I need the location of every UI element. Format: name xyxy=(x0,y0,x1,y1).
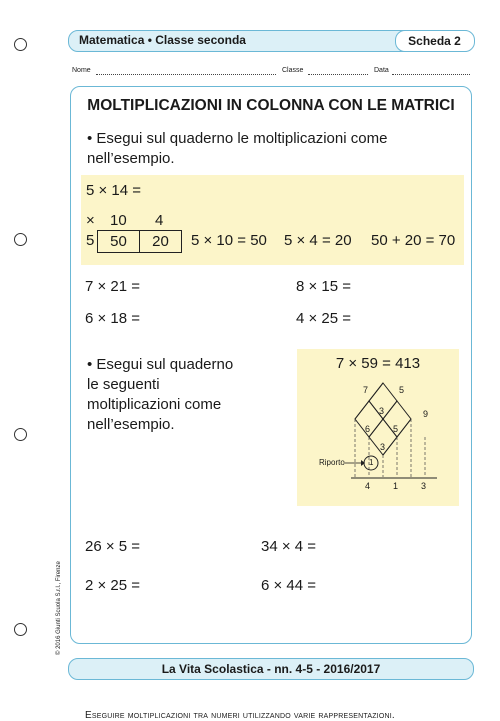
result-digit: 1 xyxy=(393,481,399,491)
header-bar xyxy=(68,30,474,52)
example-box xyxy=(81,175,464,265)
class-line[interactable] xyxy=(308,74,368,75)
class-label: Classe xyxy=(282,67,304,74)
instruction-2 xyxy=(87,355,233,435)
copyright-text: © 2016 Giunti Scuola S.r.l., Firenze xyxy=(56,561,62,655)
lattice-cell-value: 3 xyxy=(380,442,386,452)
exercise: 2 × 25 = xyxy=(85,577,141,594)
subject-label: Matematica • Classe seconda xyxy=(79,33,246,47)
name-line[interactable] xyxy=(96,74,276,75)
lattice-digit-top: 7 xyxy=(363,385,369,395)
binder-hole xyxy=(14,623,27,636)
example-step: 5 × 10 = 50 xyxy=(191,232,267,249)
instruction-line: moltiplicazioni come xyxy=(87,396,222,413)
example-step: 50 + 20 = 70 xyxy=(371,232,456,249)
page-title: MOLTIPLICAZIONI IN COLONNA CON LE MATRICI xyxy=(87,97,455,114)
exercise: 4 × 25 = xyxy=(296,310,352,327)
exercise: 8 × 15 = xyxy=(296,278,352,295)
instruction-line: • Esegui sul quaderno xyxy=(87,356,234,373)
learning-objective: Eseguire moltiplicazioni tra numeri utilizzando varie rappresentazioni. xyxy=(85,710,395,721)
lattice-box xyxy=(297,349,459,506)
binder-hole xyxy=(14,38,27,51)
carry-label: Riporto xyxy=(319,458,345,467)
footer-bar: La Vita Scolastica - nn. 4-5 - 2016/2017 xyxy=(68,658,474,680)
exercise: 6 × 44 = xyxy=(261,577,317,594)
instruction-1 xyxy=(87,129,387,169)
instruction-line: le seguenti xyxy=(87,376,160,393)
example-step: 5 × 4 = 20 xyxy=(284,232,352,249)
result-digit: 3 xyxy=(421,481,427,491)
binder-hole xyxy=(14,233,27,246)
lattice-title: 7 × 59 = 413 xyxy=(335,355,421,372)
date-label: Data xyxy=(374,67,389,74)
sheet-label: Scheda 2 xyxy=(395,30,475,52)
exercise: 6 × 18 = xyxy=(85,310,141,327)
lattice-cell-value: 5 xyxy=(393,424,399,434)
exercise: 34 × 4 = xyxy=(261,538,317,555)
example-problem: 5 × 14 = xyxy=(86,182,142,199)
instruction-line: nell’esempio. xyxy=(87,150,175,167)
date-line[interactable] xyxy=(392,74,470,75)
instruction-line: nell’esempio. xyxy=(87,416,175,433)
matrix-left-5: 5 xyxy=(86,232,95,249)
lattice-digit-top: 5 xyxy=(399,385,405,395)
matrix-cell: 50 xyxy=(97,230,140,253)
matrix-top-4: 4 xyxy=(155,212,164,229)
matrix-grid xyxy=(97,230,183,253)
matrix-cell: 20 xyxy=(139,230,182,253)
matrix-top-10: 10 xyxy=(110,212,127,229)
result-digit: 4 xyxy=(365,481,371,491)
exercise: 26 × 5 = xyxy=(85,538,141,555)
binder-hole xyxy=(14,428,27,441)
lattice-diagram xyxy=(297,377,459,506)
times-sign: × xyxy=(86,212,95,229)
carry-digit: 1 xyxy=(369,458,374,467)
lattice-digit-top: 9 xyxy=(423,409,429,419)
instruction-line: • Esegui sul quaderno le moltiplicazioni come xyxy=(87,130,388,147)
lattice-cell-value: 6 xyxy=(365,424,371,434)
lattice-cell-value: 3 xyxy=(379,406,385,416)
exercise: 7 × 21 = xyxy=(85,278,141,295)
name-label: Nome xyxy=(72,67,91,74)
